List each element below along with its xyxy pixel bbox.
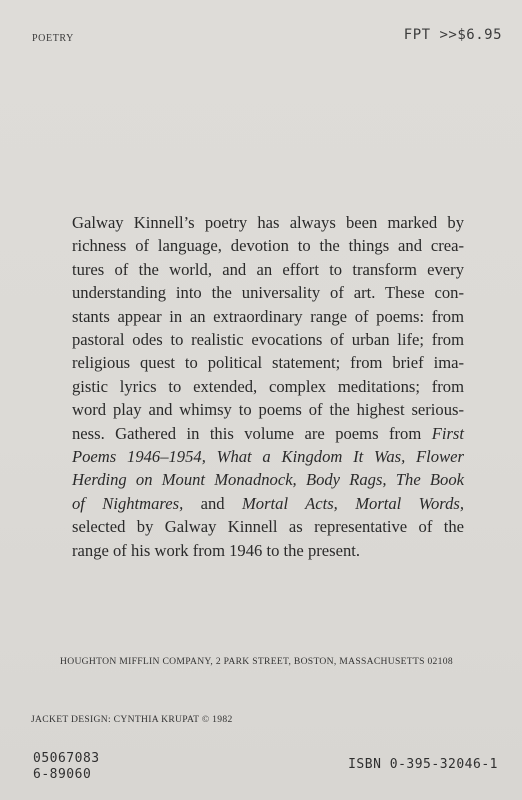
jacket-design-credit: JACKET DESIGN: CYNTHIA KRUPAT © 1982	[31, 714, 233, 725]
blurb-line: richness of language, devotion to the things and crea-	[72, 236, 464, 256]
blurb-text: ness. Gathered in this volume are poems from	[72, 423, 432, 443]
book-title-book-of-nightmares: The Book	[395, 470, 464, 490]
book-title-kingdom: What a Kingdom It Was,	[216, 447, 406, 467]
blurb-line: tures of the world, and an effort to transform every	[72, 259, 464, 279]
book-title-first-poems: First	[431, 423, 464, 443]
price-sticker: FPT >>$6.95	[403, 27, 502, 43]
blurb-line: range of his work from 1946 to the present.	[72, 540, 361, 560]
blurb-line	[72, 445, 464, 468]
blurb-line	[72, 492, 464, 515]
isbn-number: ISBN 0-395-32046-1	[348, 757, 498, 772]
blurb-line: pastoral odes to realistic evocations of urban life; from	[72, 330, 464, 350]
catalog-code: 05067083	[33, 751, 100, 766]
blurb-line: understanding into the universality of art. These con-	[72, 283, 464, 303]
blurb-line: gistic lyrics to extended, complex meditations; from	[72, 376, 464, 396]
blurb-line: selected by Galway Kinnell as representative of the	[72, 517, 464, 537]
blurb-line: stants appear in an extraordinary range of poems: from	[72, 306, 464, 326]
book-title-mortal-acts: Mortal Acts, Mortal Words,	[241, 493, 464, 513]
book-title-body-rags: Body Rags,	[305, 470, 387, 490]
blurb-line	[72, 422, 464, 445]
blurb-line	[72, 468, 464, 491]
blurb-line: religious quest to political statement; from brief ima-	[72, 353, 464, 373]
blurb-conjunction: and	[183, 493, 242, 513]
book-title-book-of-nightmares-rest: of Nightmares,	[72, 493, 184, 513]
catalog-code-secondary: 6-89060	[33, 767, 92, 782]
category-label: POETRY	[32, 33, 74, 44]
book-title-first-poems-dates: Poems 1946–1954,	[72, 447, 206, 467]
publisher-address: HOUGHTON MIFFLIN COMPANY, 2 PARK STREET, BOSTON, MASSACHUSETTS 02108	[60, 656, 453, 667]
book-title-flower-herding: Flower	[416, 447, 464, 467]
blurb-line: word play and whimsy to poems of the highest serious-	[72, 400, 464, 420]
book-title-flower-herding-rest: Herding on Mount Monadnock,	[72, 470, 297, 490]
blurb-paragraph	[72, 211, 464, 562]
blurb-line: Galway Kinnell’s poetry has always been marked by	[72, 213, 464, 232]
